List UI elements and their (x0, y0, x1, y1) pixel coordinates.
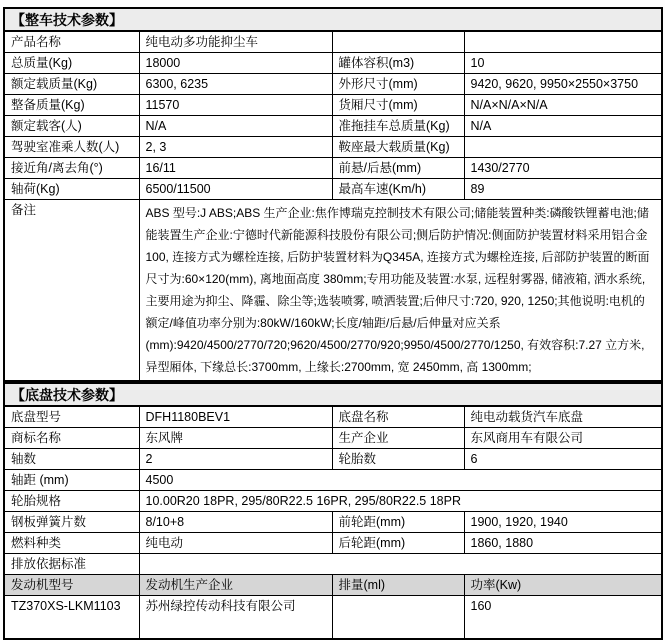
engine-header-cell: 功率(Kw) (464, 575, 662, 596)
spec-label: 总质量(Kg) (4, 53, 139, 74)
chassis-params-table (3, 382, 663, 640)
spec-label: 货厢尺寸(mm) (332, 95, 464, 116)
table-row (4, 406, 662, 428)
vehicle-section-header (4, 8, 662, 31)
spec-label: 额定载质量(Kg) (4, 74, 139, 95)
engine-header-cell: 发动机生产企业 (139, 575, 332, 596)
engine-header-row (4, 575, 662, 596)
spec-value: 89 (464, 179, 662, 200)
spec-label: 准拖挂车总质量(Kg) (332, 116, 464, 137)
spec-label: 底盘型号 (4, 406, 139, 428)
engine-data-row (4, 596, 662, 640)
spec-value: 1900, 1920, 1940 (464, 512, 662, 533)
spec-value: 2 (139, 449, 332, 470)
spec-label: 前悬/后悬(mm) (332, 158, 464, 179)
spec-value: 6500/11500 (139, 179, 332, 200)
engine-model-value: TZ370XS-LKM1103 (4, 596, 139, 640)
spec-value: 18000 (139, 53, 332, 74)
engine-header-cell: 排量(ml) (332, 575, 464, 596)
spec-value: 1430/2770 (464, 158, 662, 179)
spec-label: 燃料种类 (4, 533, 139, 554)
spec-label: 产品名称 (4, 31, 139, 53)
spec-value (464, 137, 662, 158)
spec-value: 东风商用车有限公司 (464, 428, 662, 449)
spec-value: 6 (464, 449, 662, 470)
spec-label: 轮胎规格 (4, 491, 139, 512)
table-row (4, 512, 662, 533)
chassis-section-header (4, 383, 662, 406)
spec-value: N/A (464, 116, 662, 137)
remarks-text: ABS 型号:J ABS;ABS 生产企业:焦作博瑞克控制技术有限公司;储能装置种类:磷酸铁锂蓄电池;储能装置生产企业:宁德时代新能源科技股份有限公司;侧后防护情况:侧面防护装置材料采用铝合金 100, 连接方式为螺栓连接, 后防护装置材料为Q345A, 连接方式为螺栓连接, 后部防护装置的断面尺寸为:60×120(mm), 离地面高度 380mm;专用功能及装置:水泵, 远程射雾器, 储液箱, 洒水系统, 主要用途为抑尘、降霾、除尘等;选装喷雾, 喷洒装置;后伸尺寸:720, 920, 1250;其他说明:电机的额定/峰值功率分别为:80kW/160kW;长度/轴距/后悬/后伸量对应关系(mm):9420/4500/2770/720;9620/4500/2770/920;9950/4500/2770/1250, 有效容积:7.27 立方米, 异型厢体, 下缘总长:3700mm, 上缘长:2700mm, 宽 2450mm, 高 1300mm; (139, 200, 662, 382)
spec-label: 钢板弹簧片数 (4, 512, 139, 533)
table-row (4, 74, 662, 95)
spec-value: N/A×N/A×N/A (464, 95, 662, 116)
spec-label: 额定载客(人) (4, 116, 139, 137)
spec-label: 底盘名称 (332, 406, 464, 428)
spec-label: 商标名称 (4, 428, 139, 449)
engine-header-cell: 发动机型号 (4, 575, 139, 596)
spec-label: 最高车速(Km/h) (332, 179, 464, 200)
emission-row (4, 554, 662, 575)
spec-value: 10.00R20 18PR, 295/80R22.5 16PR, 295/80R22.5 18PR (139, 491, 662, 512)
table-row (4, 116, 662, 137)
spec-value: 8/10+8 (139, 512, 332, 533)
table-row (4, 428, 662, 449)
spec-label: 生产企业 (332, 428, 464, 449)
spec-label: 排放依据标准 (4, 554, 139, 575)
spec-value: 10 (464, 53, 662, 74)
spec-value: 9420, 9620, 9950×2550×3750 (464, 74, 662, 95)
spec-value: 纯电动 (139, 533, 332, 554)
spec-label: 轴荷(Kg) (4, 179, 139, 200)
spec-label: 整备质量(Kg) (4, 95, 139, 116)
spec-value: N/A (139, 116, 332, 137)
table-row (4, 533, 662, 554)
engine-displacement-value (332, 596, 464, 640)
spec-value (464, 31, 662, 53)
spec-value: 1860, 1880 (464, 533, 662, 554)
tire-spec-row (4, 491, 662, 512)
wheelbase-row (4, 470, 662, 491)
spec-label: 外形尺寸(mm) (332, 74, 464, 95)
spec-value: 纯电动载货汽车底盘 (464, 406, 662, 428)
vehicle-section-title: 【整车技术参数】 (4, 8, 662, 31)
table-row (4, 158, 662, 179)
spec-label: 轴数 (4, 449, 139, 470)
vehicle-params-table (3, 7, 663, 382)
spec-value: 6300, 6235 (139, 74, 332, 95)
spec-value: 纯电动多功能抑尘车 (139, 31, 332, 53)
engine-manufacturer-value: 苏州绿控传动科技有限公司 (139, 596, 332, 640)
spec-value: 东风牌 (139, 428, 332, 449)
spec-label: 轴距 (mm) (4, 470, 139, 491)
spec-label: 接近角/离去角(°) (4, 158, 139, 179)
spec-label: 后轮距(mm) (332, 533, 464, 554)
table-row (4, 449, 662, 470)
table-row (4, 53, 662, 74)
remarks-label: 备注 (4, 200, 139, 382)
spec-label: 前轮距(mm) (332, 512, 464, 533)
spec-value: 16/11 (139, 158, 332, 179)
spec-value: 4500 (139, 470, 662, 491)
table-row (4, 179, 662, 200)
chassis-section-title: 【底盘技术参数】 (4, 383, 662, 406)
spec-value: 2, 3 (139, 137, 332, 158)
engine-power-value: 160 (464, 596, 662, 640)
remarks-row (4, 200, 662, 382)
spec-label: 驾驶室准乘人数(人) (4, 137, 139, 158)
table-row (4, 137, 662, 158)
spec-label: 轮胎数 (332, 449, 464, 470)
spec-value: DFH1180BEV1 (139, 406, 332, 428)
table-row (4, 95, 662, 116)
spec-label (332, 31, 464, 53)
spec-label: 罐体容积(m3) (332, 53, 464, 74)
spec-label: 鞍座最大载质量(Kg) (332, 137, 464, 158)
spec-value (139, 554, 662, 575)
table-row (4, 31, 662, 53)
spec-value: 11570 (139, 95, 332, 116)
